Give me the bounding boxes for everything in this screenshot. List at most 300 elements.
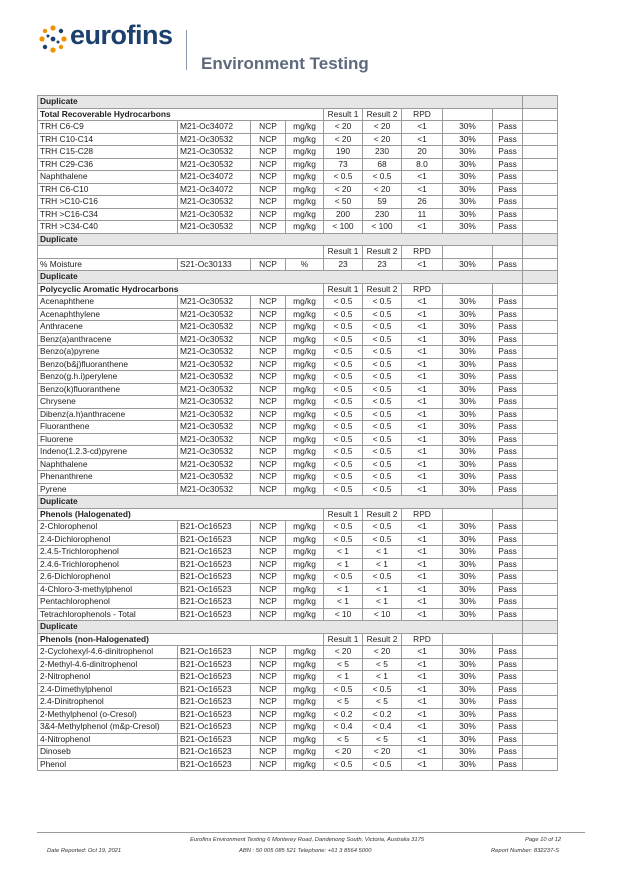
result2-cell: < 5 xyxy=(363,696,402,709)
table-row xyxy=(38,221,558,234)
source-cell: NCP xyxy=(251,383,286,396)
brand-name: eurofins xyxy=(70,20,173,50)
unit-cell: mg/kg xyxy=(286,308,324,321)
empty-cell xyxy=(523,208,558,221)
empty-cell xyxy=(523,521,558,534)
limit-cell: 30% xyxy=(443,608,493,621)
result1-cell: < 0.5 xyxy=(324,758,363,771)
empty-cell xyxy=(523,446,558,459)
limit-cell: 30% xyxy=(443,658,493,671)
sample-id-cell: M21-Oc30532 xyxy=(178,396,251,409)
sample-id-cell: M21-Oc30532 xyxy=(178,133,251,146)
limit-cell: 30% xyxy=(443,346,493,359)
sample-id-cell: M21-Oc30532 xyxy=(178,483,251,496)
table-row xyxy=(38,121,558,134)
limit-cell: 30% xyxy=(443,671,493,684)
empty-cell xyxy=(523,196,558,209)
result2-cell: < 0.5 xyxy=(363,408,402,421)
rpd-cell: <1 xyxy=(402,708,443,721)
rpd-cell: <1 xyxy=(402,321,443,334)
sample-id-cell: B21-Oc16523 xyxy=(178,558,251,571)
result1-cell: < 1 xyxy=(324,558,363,571)
unit-cell: mg/kg xyxy=(286,608,324,621)
rpd-cell: <1 xyxy=(402,733,443,746)
status-cell: Pass xyxy=(493,758,523,771)
analyte-cell: Dibenz(a.h)anthracene xyxy=(38,408,178,421)
source-cell: NCP xyxy=(251,258,286,271)
table-row xyxy=(38,133,558,146)
unit-cell: mg/kg xyxy=(286,158,324,171)
rpd-cell: <1 xyxy=(402,171,443,184)
unit-cell: mg/kg xyxy=(286,183,324,196)
rpd-cell: <1 xyxy=(402,458,443,471)
result1-cell: < 0.5 xyxy=(324,433,363,446)
table-row xyxy=(38,396,558,409)
empty-cell xyxy=(523,721,558,734)
sample-id-cell: M21-Oc30532 xyxy=(178,371,251,384)
limit-cell: 30% xyxy=(443,596,493,609)
unit-cell: mg/kg xyxy=(286,746,324,759)
column-header-row xyxy=(38,508,558,521)
unit-cell: mg/kg xyxy=(286,383,324,396)
result2-cell: < 0.2 xyxy=(363,708,402,721)
unit-cell: mg/kg xyxy=(286,558,324,571)
result2-cell: < 5 xyxy=(363,658,402,671)
sample-id-cell: S21-Oc30133 xyxy=(178,258,251,271)
table-row xyxy=(38,658,558,671)
analyte-cell: 2.6-Dichlorophenol xyxy=(38,571,178,584)
limit-cell: 30% xyxy=(443,433,493,446)
status-cell: Pass xyxy=(493,446,523,459)
status-cell: Pass xyxy=(493,321,523,334)
division-title: Environment Testing xyxy=(201,54,369,73)
sample-id-cell: B21-Oc16523 xyxy=(178,758,251,771)
source-cell: NCP xyxy=(251,433,286,446)
sample-id-cell: B21-Oc16523 xyxy=(178,571,251,584)
sample-id-cell: M21-Oc30532 xyxy=(178,383,251,396)
result1-cell: < 0.5 xyxy=(324,408,363,421)
table-row xyxy=(38,521,558,534)
analyte-cell: Chrysene xyxy=(38,396,178,409)
status-cell: Pass xyxy=(493,546,523,559)
rpd-cell: 26 xyxy=(402,196,443,209)
limit-cell: 30% xyxy=(443,396,493,409)
analyte-cell: TRH C15-C28 xyxy=(38,146,178,159)
status-cell: Pass xyxy=(493,408,523,421)
unit-cell: mg/kg xyxy=(286,733,324,746)
sample-id-cell: M21-Oc30532 xyxy=(178,458,251,471)
result1-cell: < 0.5 xyxy=(324,171,363,184)
empty-cell xyxy=(523,596,558,609)
footer-divider xyxy=(37,832,585,833)
group-title: Total Recoverable Hydrocarbons xyxy=(38,108,324,121)
source-cell: NCP xyxy=(251,421,286,434)
empty-cell xyxy=(523,346,558,359)
empty-cell xyxy=(523,158,558,171)
limit-cell: 30% xyxy=(443,183,493,196)
duplicate-label: Duplicate xyxy=(38,496,523,509)
source-cell: NCP xyxy=(251,746,286,759)
analyte-cell: TRH C29-C36 xyxy=(38,158,178,171)
empty-cell xyxy=(523,283,558,296)
source-cell: NCP xyxy=(251,571,286,584)
rpd-cell: <1 xyxy=(402,646,443,659)
limit-cell: 30% xyxy=(443,458,493,471)
result1-cell: < 0.5 xyxy=(324,321,363,334)
result2-cell: < 1 xyxy=(363,583,402,596)
rpd-cell: <1 xyxy=(402,221,443,234)
status-cell: Pass xyxy=(493,346,523,359)
analyte-cell: Indeno(1.2.3-cd)pyrene xyxy=(38,446,178,459)
rpd-cell: <1 xyxy=(402,383,443,396)
result1-cell: < 0.5 xyxy=(324,358,363,371)
source-cell: NCP xyxy=(251,583,286,596)
result2-cell: < 0.5 xyxy=(363,533,402,546)
table-row xyxy=(38,483,558,496)
rpd-cell: <1 xyxy=(402,408,443,421)
rpd-cell: <1 xyxy=(402,533,443,546)
result1-cell: < 0.5 xyxy=(324,571,363,584)
analyte-cell: Fluoranthene xyxy=(38,421,178,434)
table-row xyxy=(38,421,558,434)
analyte-cell: Fluorene xyxy=(38,433,178,446)
analyte-cell: 2-Methylphenol (o-Cresol) xyxy=(38,708,178,721)
status-cell: Pass xyxy=(493,258,523,271)
table-row xyxy=(38,296,558,309)
sample-id-cell: M21-Oc30532 xyxy=(178,308,251,321)
sample-id-cell: M21-Oc30532 xyxy=(178,296,251,309)
result2-cell: < 0.4 xyxy=(363,721,402,734)
empty-cell xyxy=(523,583,558,596)
status-cell: Pass xyxy=(493,471,523,484)
empty-cell xyxy=(523,708,558,721)
limit-cell: 30% xyxy=(443,196,493,209)
rpd-cell: 8.0 xyxy=(402,158,443,171)
rpd-cell: <1 xyxy=(402,421,443,434)
analyte-cell: Naphthalene xyxy=(38,171,178,184)
analyte-cell: 2-Nitrophenol xyxy=(38,671,178,684)
result1-cell: < 0.5 xyxy=(324,683,363,696)
rpd-cell: <1 xyxy=(402,296,443,309)
rpd-cell: <1 xyxy=(402,671,443,684)
limit-cell: 30% xyxy=(443,708,493,721)
empty-cell xyxy=(523,246,558,259)
header-divider xyxy=(186,30,187,70)
analyte-cell: Tetrachlorophenols - Total xyxy=(38,608,178,621)
table-row xyxy=(38,346,558,359)
rpd-header: RPD xyxy=(402,283,443,296)
sample-id-cell: B21-Oc16523 xyxy=(178,671,251,684)
analyte-cell: Pyrene xyxy=(38,483,178,496)
status-cell: Pass xyxy=(493,683,523,696)
unit-cell: mg/kg xyxy=(286,708,324,721)
empty-cell xyxy=(523,408,558,421)
result1-cell: < 0.5 xyxy=(324,446,363,459)
result1-cell: < 0.5 xyxy=(324,346,363,359)
unit-cell: mg/kg xyxy=(286,433,324,446)
result1-header: Result 1 xyxy=(324,283,363,296)
source-cell: NCP xyxy=(251,171,286,184)
sample-id-cell: M21-Oc30532 xyxy=(178,471,251,484)
unit-cell: mg/kg xyxy=(286,346,324,359)
analyte-cell: 2.4.5-Trichlorophenol xyxy=(38,546,178,559)
group-title: Phenols (non-Halogenated) xyxy=(38,633,324,646)
result2-cell: < 0.5 xyxy=(363,371,402,384)
duplicate-results-table xyxy=(37,95,558,771)
result2-cell: < 0.5 xyxy=(363,333,402,346)
empty-cell xyxy=(523,508,558,521)
result1-cell: < 5 xyxy=(324,696,363,709)
result2-header: Result 2 xyxy=(363,633,402,646)
analyte-cell: 2.4-Dichlorophenol xyxy=(38,533,178,546)
limit-cell: 30% xyxy=(443,296,493,309)
source-cell: NCP xyxy=(251,708,286,721)
source-cell: NCP xyxy=(251,721,286,734)
result2-cell: < 1 xyxy=(363,596,402,609)
table-row xyxy=(38,758,558,771)
analyte-cell: 2.4.6-Trichlorophenol xyxy=(38,558,178,571)
result1-header: Result 1 xyxy=(324,508,363,521)
status-cell: Pass xyxy=(493,158,523,171)
result1-cell: < 0.5 xyxy=(324,396,363,409)
table-row xyxy=(38,383,558,396)
result1-cell: < 1 xyxy=(324,583,363,596)
column-header-row xyxy=(38,246,558,259)
result1-cell: < 1 xyxy=(324,546,363,559)
empty-cell xyxy=(523,608,558,621)
result2-cell: < 20 xyxy=(363,121,402,134)
rpd-cell: <1 xyxy=(402,483,443,496)
result2-cell: < 20 xyxy=(363,746,402,759)
empty-cell xyxy=(523,421,558,434)
status-cell: Pass xyxy=(493,583,523,596)
unit-cell: % xyxy=(286,258,324,271)
limit-cell: 30% xyxy=(443,308,493,321)
table-row xyxy=(38,333,558,346)
unit-cell: mg/kg xyxy=(286,121,324,134)
source-cell: NCP xyxy=(251,546,286,559)
status-cell: Pass xyxy=(493,146,523,159)
unit-cell: mg/kg xyxy=(286,396,324,409)
result2-cell: < 0.5 xyxy=(363,446,402,459)
status-cell: Pass xyxy=(493,483,523,496)
empty-cell xyxy=(523,183,558,196)
unit-cell: mg/kg xyxy=(286,696,324,709)
result2-cell: < 0.5 xyxy=(363,483,402,496)
empty-cell xyxy=(523,108,558,121)
eurofins-logo-icon xyxy=(38,24,68,54)
empty-cell xyxy=(523,133,558,146)
source-cell: NCP xyxy=(251,471,286,484)
limit-cell: 30% xyxy=(443,146,493,159)
empty-cell xyxy=(523,96,558,109)
result2-cell: < 0.5 xyxy=(363,683,402,696)
unit-cell: mg/kg xyxy=(286,571,324,584)
rpd-cell: <1 xyxy=(402,133,443,146)
result2-cell: < 0.5 xyxy=(363,458,402,471)
status-cell: Pass xyxy=(493,208,523,221)
empty-cell xyxy=(523,758,558,771)
sample-id-cell: M21-Oc30532 xyxy=(178,158,251,171)
duplicate-label: Duplicate xyxy=(38,621,523,634)
unit-cell: mg/kg xyxy=(286,583,324,596)
result2-cell: < 0.5 xyxy=(363,471,402,484)
status-cell: Pass xyxy=(493,308,523,321)
sample-id-cell: M21-Oc34072 xyxy=(178,183,251,196)
table-row xyxy=(38,183,558,196)
empty-cell xyxy=(523,383,558,396)
sample-id-cell: B21-Oc16523 xyxy=(178,746,251,759)
limit-cell: 30% xyxy=(443,333,493,346)
table-row xyxy=(38,171,558,184)
status-cell: Pass xyxy=(493,358,523,371)
result2-header: Result 2 xyxy=(363,508,402,521)
table-row xyxy=(38,608,558,621)
result1-cell: < 20 xyxy=(324,121,363,134)
result1-cell: < 0.5 xyxy=(324,383,363,396)
unit-cell: mg/kg xyxy=(286,146,324,159)
limit-cell: 30% xyxy=(443,533,493,546)
sample-id-cell: M21-Oc30532 xyxy=(178,333,251,346)
status-cell: Pass xyxy=(493,133,523,146)
unit-cell: mg/kg xyxy=(286,221,324,234)
limit-cell: 30% xyxy=(443,583,493,596)
table-row xyxy=(38,671,558,684)
table-row xyxy=(38,708,558,721)
sample-id-cell: B21-Oc16523 xyxy=(178,696,251,709)
limit-cell: 30% xyxy=(443,571,493,584)
empty-cell xyxy=(523,646,558,659)
result2-header: Result 2 xyxy=(363,108,402,121)
sample-id-cell: M21-Oc30532 xyxy=(178,358,251,371)
source-cell: NCP xyxy=(251,196,286,209)
table-row xyxy=(38,458,558,471)
empty-cell xyxy=(443,283,493,296)
empty-cell xyxy=(523,171,558,184)
table-row xyxy=(38,533,558,546)
result2-cell: < 5 xyxy=(363,733,402,746)
status-cell: Pass xyxy=(493,596,523,609)
analyte-cell: Benz(a)anthracene xyxy=(38,333,178,346)
status-cell: Pass xyxy=(493,333,523,346)
rpd-cell: <1 xyxy=(402,433,443,446)
table-row xyxy=(38,433,558,446)
result2-cell: 23 xyxy=(363,258,402,271)
empty-cell xyxy=(443,246,493,259)
result2-cell: < 0.5 xyxy=(363,433,402,446)
limit-cell: 30% xyxy=(443,646,493,659)
sample-id-cell: B21-Oc16523 xyxy=(178,608,251,621)
empty-cell xyxy=(523,321,558,334)
result1-cell: < 5 xyxy=(324,658,363,671)
table-row xyxy=(38,321,558,334)
empty-cell xyxy=(523,258,558,271)
result1-cell: < 0.5 xyxy=(324,333,363,346)
limit-cell: 30% xyxy=(443,696,493,709)
table-row xyxy=(38,746,558,759)
rpd-cell: <1 xyxy=(402,446,443,459)
result2-header: Result 2 xyxy=(363,283,402,296)
source-cell: NCP xyxy=(251,333,286,346)
empty-cell xyxy=(523,621,558,634)
sample-id-cell: B21-Oc16523 xyxy=(178,521,251,534)
result2-cell: < 0.5 xyxy=(363,571,402,584)
unit-cell: mg/kg xyxy=(286,296,324,309)
status-cell: Pass xyxy=(493,533,523,546)
unit-cell: mg/kg xyxy=(286,596,324,609)
source-cell: NCP xyxy=(251,371,286,384)
limit-cell: 30% xyxy=(443,521,493,534)
source-cell: NCP xyxy=(251,121,286,134)
rpd-cell: <1 xyxy=(402,308,443,321)
result1-cell: 190 xyxy=(324,146,363,159)
empty-cell xyxy=(443,633,493,646)
result1-cell: < 0.5 xyxy=(324,483,363,496)
empty-cell xyxy=(523,221,558,234)
result2-cell: < 0.5 xyxy=(363,521,402,534)
result1-cell: < 20 xyxy=(324,746,363,759)
limit-cell: 30% xyxy=(443,546,493,559)
unit-cell: mg/kg xyxy=(286,471,324,484)
unit-cell: mg/kg xyxy=(286,546,324,559)
result2-cell: 59 xyxy=(363,196,402,209)
analyte-cell: TRH C6-C10 xyxy=(38,183,178,196)
sample-id-cell: M21-Oc30532 xyxy=(178,146,251,159)
limit-cell: 30% xyxy=(443,383,493,396)
table-row xyxy=(38,196,558,209)
empty-cell xyxy=(523,396,558,409)
limit-cell: 30% xyxy=(443,221,493,234)
result2-cell: < 0.5 xyxy=(363,421,402,434)
result1-cell: < 0.2 xyxy=(324,708,363,721)
empty-cell xyxy=(523,746,558,759)
analyte-cell: Dinoseb xyxy=(38,746,178,759)
analyte-cell: 2-Cyclohexyl-4.6-dinitrophenol xyxy=(38,646,178,659)
sample-id-cell: B21-Oc16523 xyxy=(178,708,251,721)
empty-cell xyxy=(523,496,558,509)
sample-id-cell: M21-Oc34072 xyxy=(178,171,251,184)
result1-cell: < 0.5 xyxy=(324,471,363,484)
section-header xyxy=(38,96,558,109)
table-row xyxy=(38,471,558,484)
rpd-cell: <1 xyxy=(402,608,443,621)
empty-cell xyxy=(493,508,523,521)
status-cell: Pass xyxy=(493,296,523,309)
source-cell: NCP xyxy=(251,133,286,146)
table-row xyxy=(38,733,558,746)
rpd-cell: <1 xyxy=(402,683,443,696)
table-row xyxy=(38,158,558,171)
status-cell: Pass xyxy=(493,196,523,209)
analyte-cell: TRH >C16-C34 xyxy=(38,208,178,221)
source-cell: NCP xyxy=(251,483,286,496)
duplicate-label: Duplicate xyxy=(38,233,523,246)
source-cell: NCP xyxy=(251,358,286,371)
rpd-cell: <1 xyxy=(402,258,443,271)
column-header-row xyxy=(38,283,558,296)
empty-cell xyxy=(523,121,558,134)
empty-cell xyxy=(523,671,558,684)
section-header xyxy=(38,621,558,634)
result1-cell: 73 xyxy=(324,158,363,171)
source-cell: NCP xyxy=(251,608,286,621)
status-cell: Pass xyxy=(493,171,523,184)
sample-id-cell: B21-Oc16523 xyxy=(178,733,251,746)
limit-cell: 30% xyxy=(443,758,493,771)
result1-cell: < 20 xyxy=(324,133,363,146)
analyte-cell: Phenanthrene xyxy=(38,471,178,484)
unit-cell: mg/kg xyxy=(286,646,324,659)
